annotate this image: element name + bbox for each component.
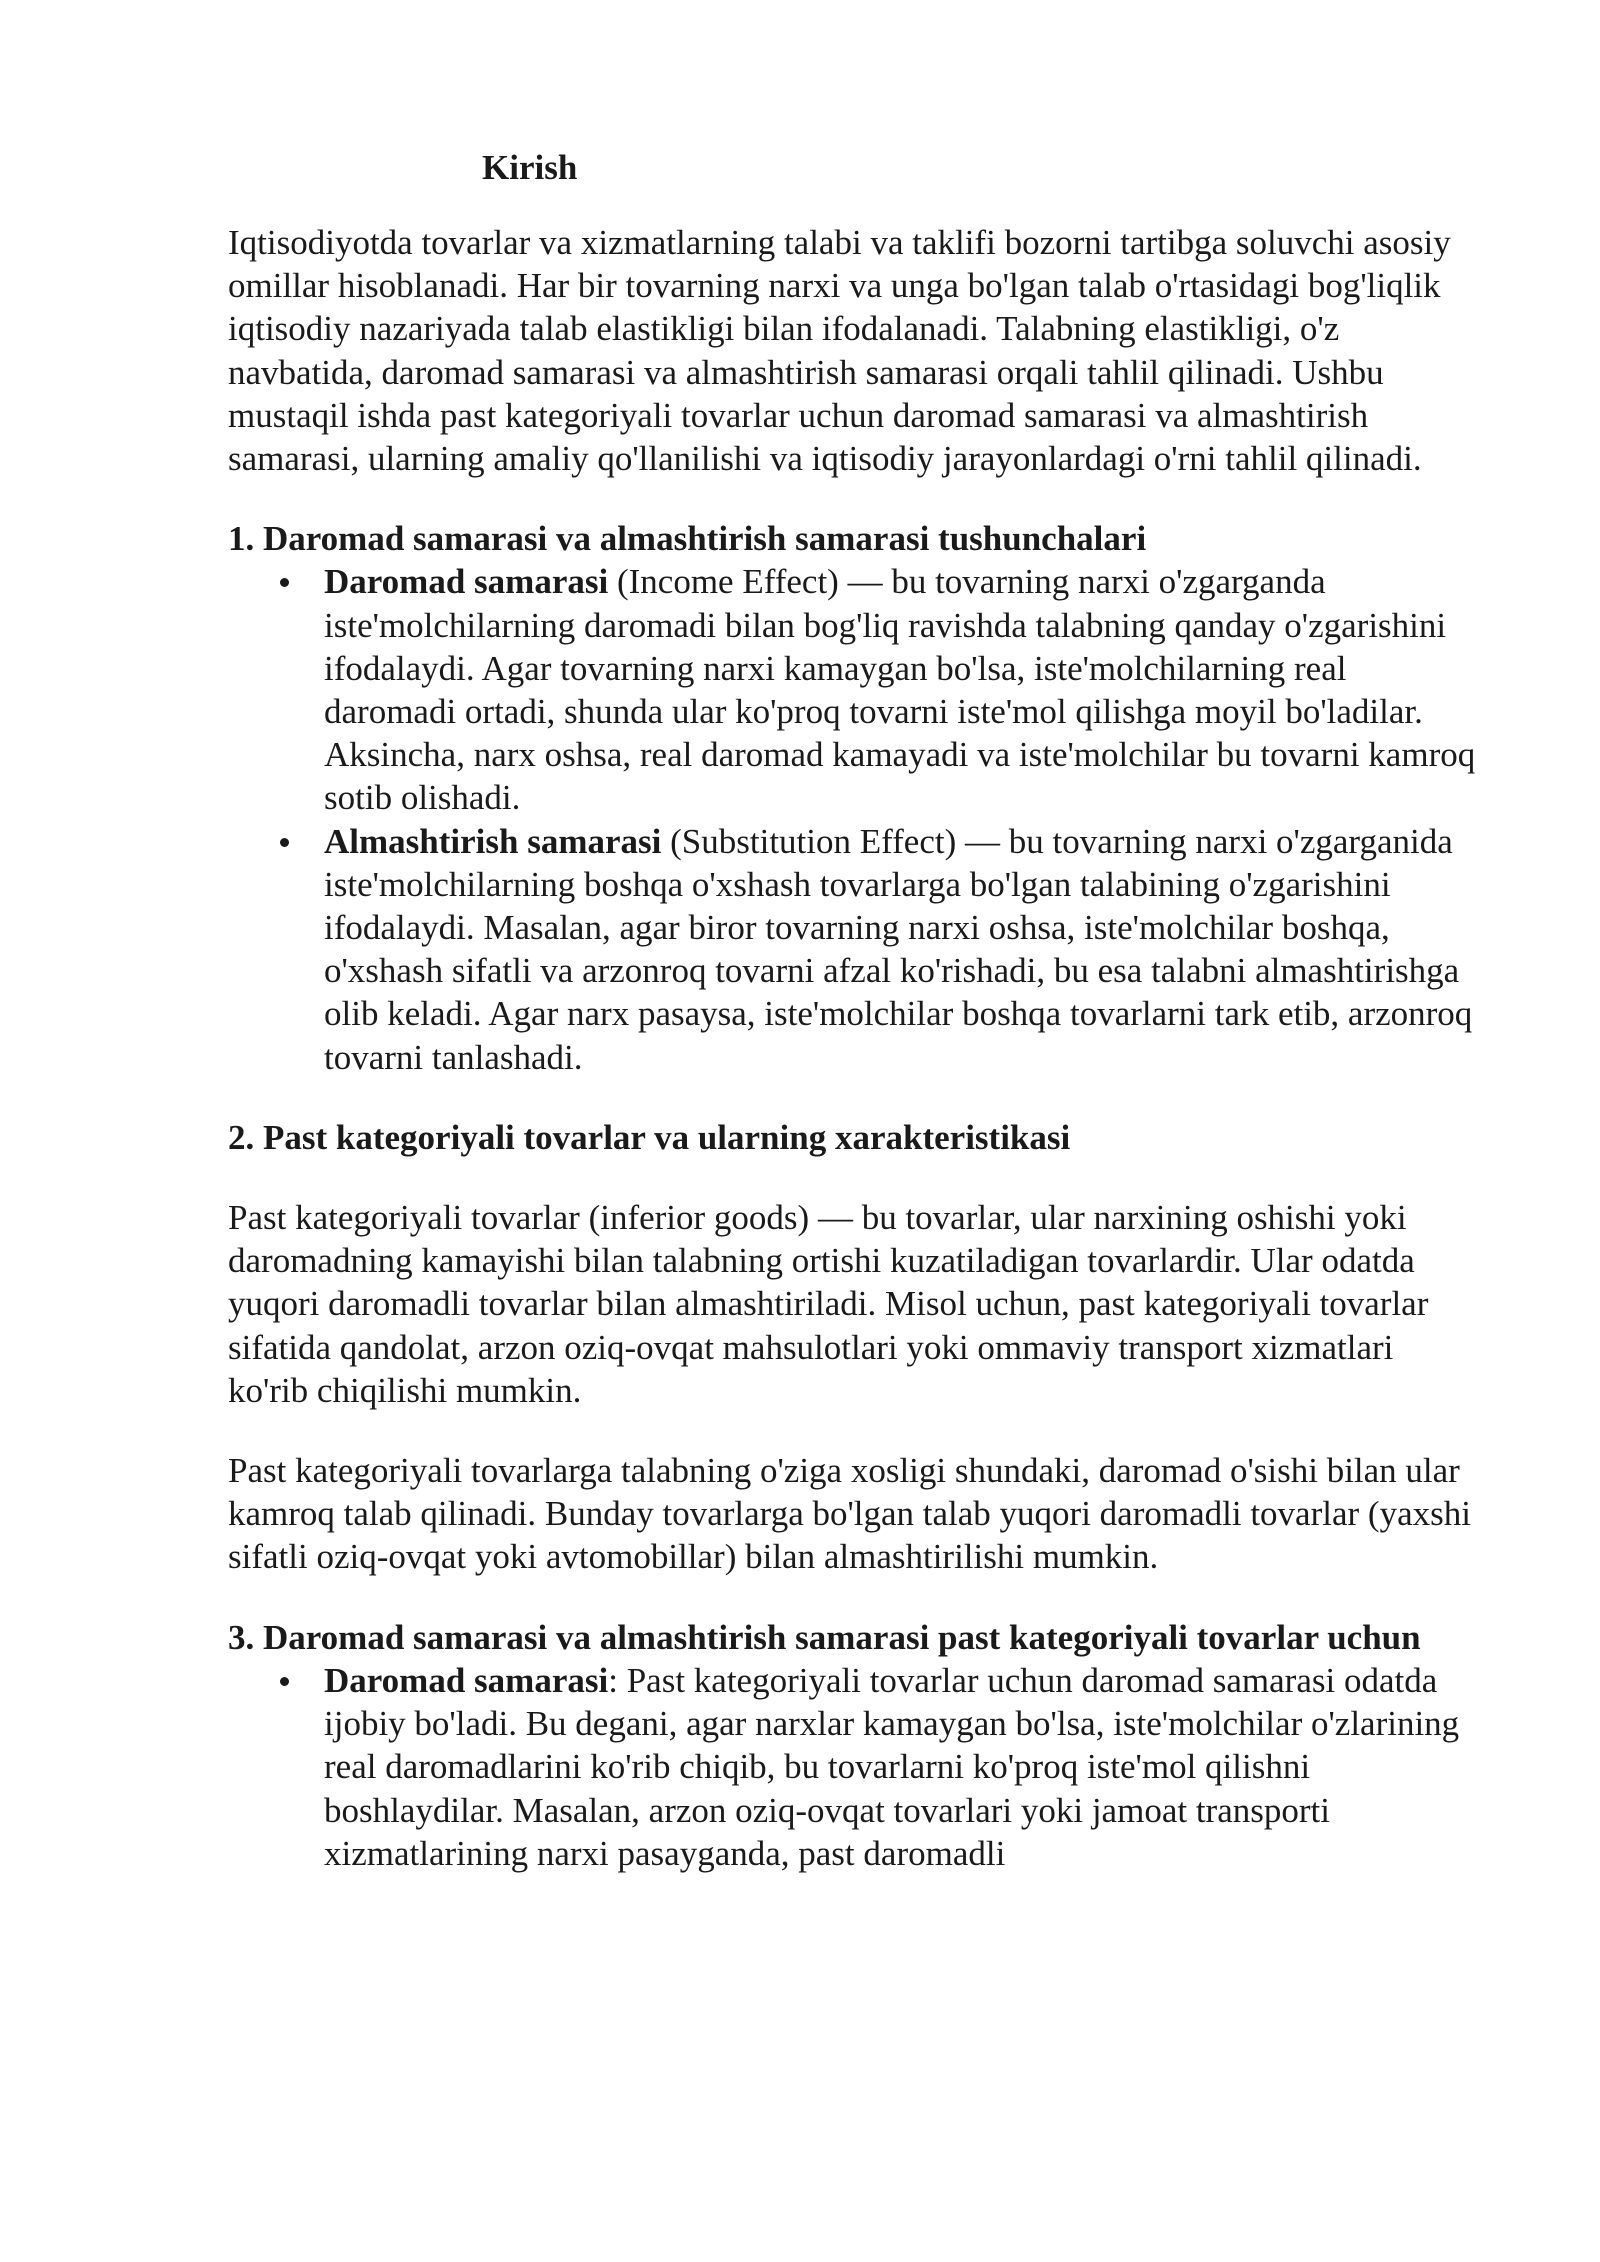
term-description: (Income Effect) — bu tovarning narxi o'zgarganda iste'molchilarning daromadi bilan bog'liq ravishda talabning qanday o'zgarishini ifodalaydi. Agar tovarning narxi kamaygan bo'lsa, iste'molchilarning real daromadi ortadi, shunda ular ko'proq tovarni iste'mol qilishga moyil bo'ladilar. Aksincha, narx oshsa, real daromad kamayadi va iste'molchilar bu tovarni kamroq sotib olishadi. — [324, 562, 1476, 818]
section-3-heading: 3. Daromad samarasi va almashtirish samarasi past kategoriyali tovarlar uchun — [228, 1617, 1421, 1657]
term-label: Almashtirish samarasi — [324, 821, 662, 861]
section-3-list — [228, 1659, 1480, 1875]
bullet-icon — [280, 838, 289, 847]
bullet-icon — [280, 1677, 289, 1686]
section-2-paragraph-1: Past kategoriyali tovarlar (inferior goods) — bu tovarlar, ular narxining oshishi yoki daromadning kamayishi bilan talabning ortishi kuzatiladigan tovarlardir. Ular odatda yuqori daromadli tovarlar bilan almashtiriladi. Misol uchun, past kategoriyali tovarlar sifatida qandolat, arzon oziq-ovqat mahsulotlari yoki ommaviy transport xizmatlari ko'rib chiqilishi mumkin. — [228, 1198, 1429, 1410]
intro-paragraph: Iqtisodiyotda tovarlar va xizmatlarning talabi va taklifi bozorni tartibga soluvchi asosiy omillar hisoblanadi. Har bir tovarning narxi va unga bo'lgan talab o'rtasidagi bog'liqlik iqtisodiy nazariyada talab elastikligi bilan ifodalanadi. Talabning elastikligi, o'z navbatida, daromad samarasi va almashtirish samarasi orqali tahlil qilinadi. Ushbu mustaqil ishda past kategoriyali tovarlar uchun daromad samarasi va almashtirish samarasi, ularning amaliy qo'llanilishi va iqtisodiy jarayonlardagi o'rni tahlil qilinadi. — [228, 223, 1451, 479]
section-2-paragraph-2: Past kategoriyali tovarlarga talabning o'ziga xosligi shundaki, daromad o'sishi bilan ular kamroq talab qilinadi. Bunday tovarlarga bo'lgan talab yuqori daromadli tovarlar (yaxshi sifatli oziq-ovqat yoki avtomobillar) bilan almashtirilishi mumkin. — [228, 1451, 1471, 1577]
section-1-list — [228, 560, 1480, 1078]
list-item — [228, 560, 1480, 819]
list-item — [228, 820, 1480, 1079]
term-description: (Substitution Effect) — bu tovarning narxi o'zgarganida iste'molchilarning boshqa o'xshash tovarlarga bo'lgan talabining o'zgarishini ifodalaydi. Masalan, agar biror tovarning narxi oshsa, iste'molchilar boshqa, o'xshash sifatli va arzonroq tovarni afzal ko'rishadi, bu esa talabni almashtirishga olib keladi. Agar narx pasaysa, iste'molchilar boshqa tovarlarni tark etib, arzonroq tovarni tanlashadi. — [324, 821, 1473, 1077]
section-1-heading: 1. Daromad samarasi va almashtirish samarasi tushunchalari — [228, 519, 1147, 559]
section-2-heading: 2. Past kategoriyali tovarlar va ularning xarakteristikasi — [228, 1117, 1071, 1157]
list-item — [228, 1659, 1480, 1875]
term-label: Daromad samarasi — [324, 562, 609, 602]
page-title: Kirish — [482, 148, 578, 187]
term-label: Daromad samarasi — [324, 1660, 609, 1700]
bullet-icon — [280, 578, 289, 587]
term-description: : Past kategoriyali tovarlar uchun daromad samarasi odatda ijobiy bo'ladi. Bu degani, agar narxlar kamaygan bo'lsa, iste'molchilar o'zlarining real daromadlarini ko'rib chiqib, bu tovarlarni ko'proq iste'mol qilishni boshlaydilar. Masalan, arzon oziq-ovqat tovarlari yoki jamoat transporti xizmatlarining narxi pasayganda, past daromadli — [324, 1660, 1460, 1873]
